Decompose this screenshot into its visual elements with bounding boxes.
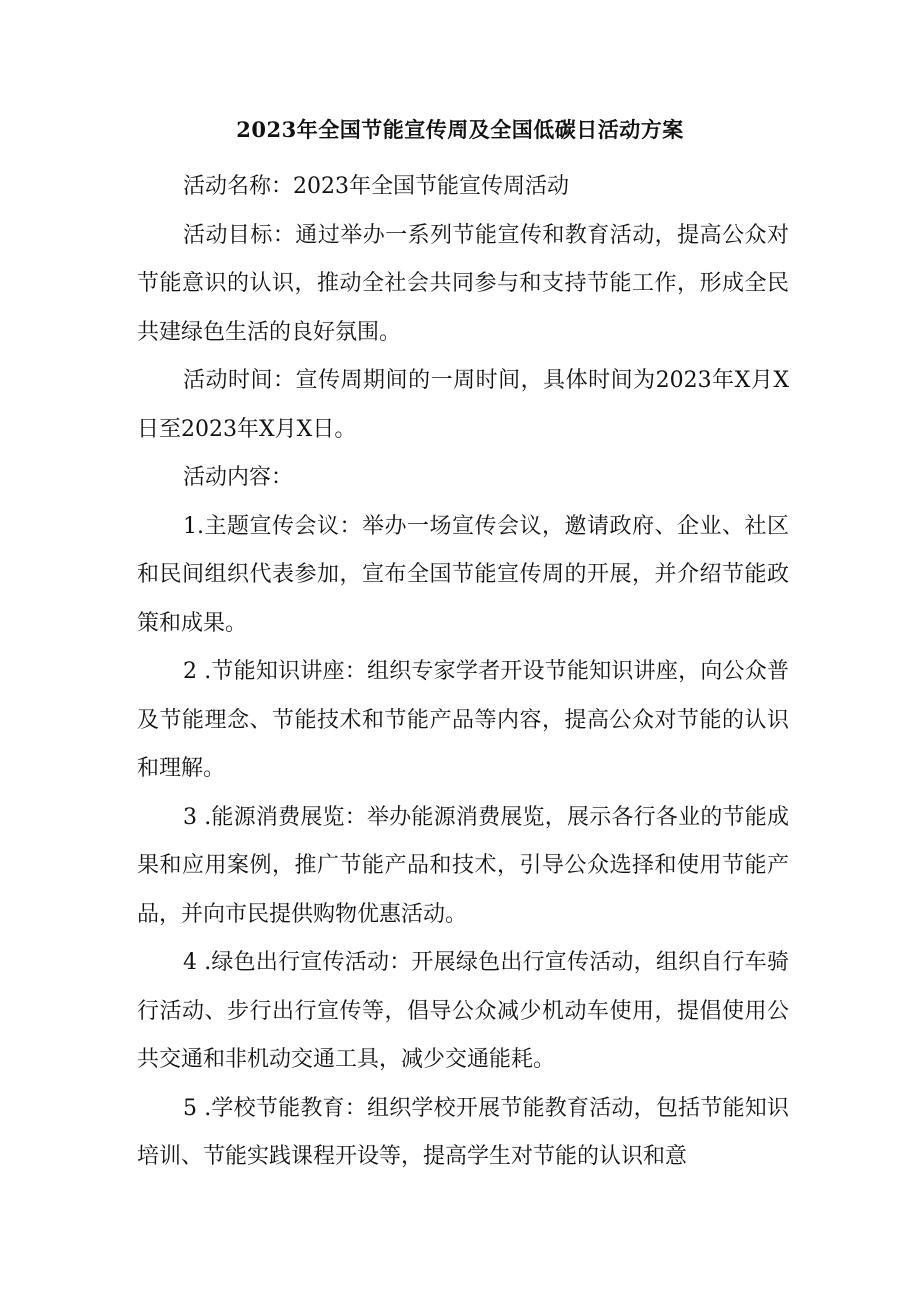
paragraph-activity-goal: 活动目标：通过举办一系列节能宣传和教育活动，提高公众对节能意识的认识，推动全社会共同参与和支持节能工作，形成全民共建绿色生活的良好氛围。 <box>137 222 789 345</box>
document-title: 2023年全国节能宣传周及全国低碳日活动方案 <box>236 117 684 142</box>
document-body <box>137 163 789 1182</box>
paragraph-activity-time: 活动时间：宣传周期间的一周时间，具体时间为2023年X月X日至2023年X月X日。 <box>137 368 789 442</box>
paragraph-activity-content-heading: 活动内容： <box>183 465 294 490</box>
paragraph-item-4-green-travel: 4 .绿色出行宣传活动：开展绿色出行宣传活动，组织自行车骑行活动、步行出行宣传等，倡导公众减少机动车使用，提倡使用公共交通和非机动交通工具，减少交通能耗。 <box>137 950 789 1072</box>
paragraph-item-1-theme-meeting: 1.主题宣传会议：举办一场宣传会议，邀请政府、企业、社区和民间组织代表参加，宣布全国节能宣传周的开展，并介绍节能政策和成果。 <box>137 513 789 636</box>
paragraph-activity-name: 活动名称：2023年全国节能宣传周活动 <box>183 174 569 199</box>
paragraph-item-3-energy-exhibition: 3 .能源消费展览：举办能源消费展览，展示各行各业的节能成果和应用案例，推广节能产品和技术，引导公众选择和使用节能产品，并向市民提供购物优惠活动。 <box>137 804 789 927</box>
paragraph-item-5-school-education: 5 .学校节能教育：组织学校开展节能教育活动，包括节能知识培训、节能实践课程开设等，提高学生对节能的认识和意 <box>137 1095 789 1169</box>
paragraph-item-2-knowledge-lecture: 2 .节能知识讲座：组织专家学者开设节能知识讲座，向公众普及节能理念、节能技术和节能产品等内容，提高公众对节能的认识和理解。 <box>137 659 789 781</box>
